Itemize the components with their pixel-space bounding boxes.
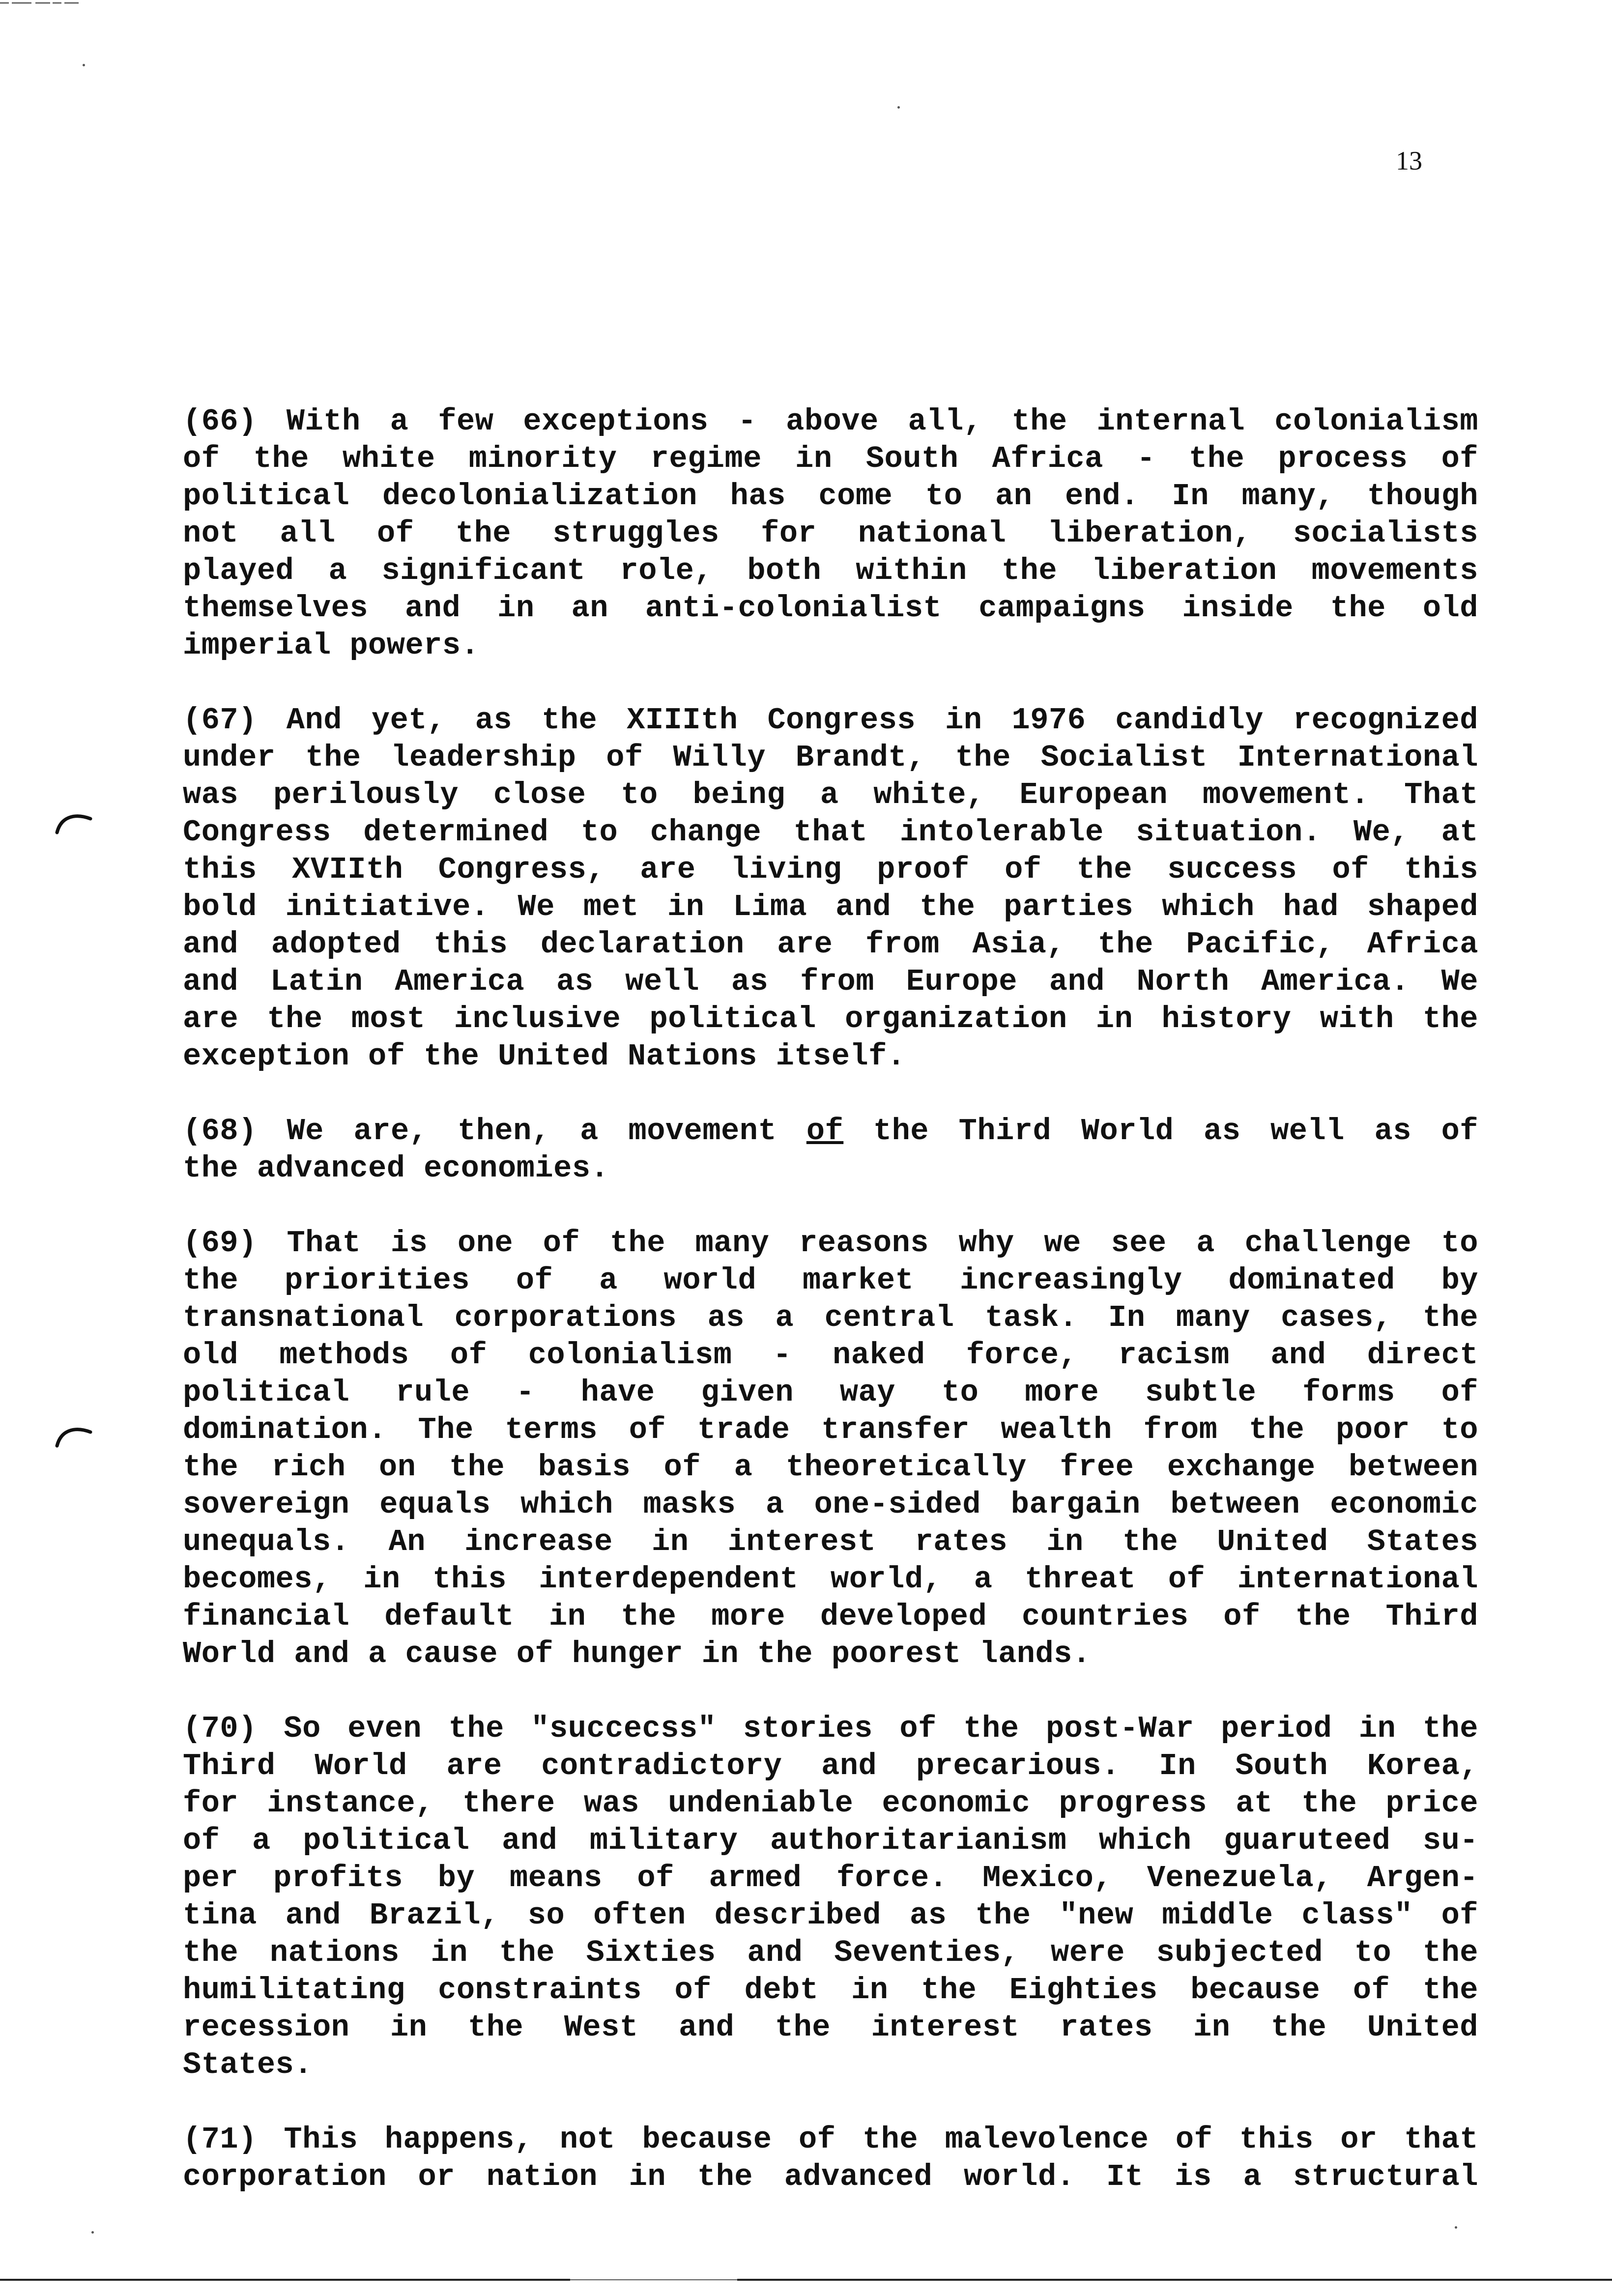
- text-line: corporation or nation in the advanced world. It is a structural: [183, 2159, 1478, 2194]
- text-line: recession in the West and the interest rates in the United: [183, 2010, 1478, 2045]
- text-line: (70) So even the "succecss" stories of the post-War period in the: [183, 1711, 1478, 1746]
- paragraph-70: [183, 1710, 1478, 2084]
- text-line: Third World are contradictory and precarious. In South Korea,: [183, 1749, 1478, 1783]
- text-line: the nations in the Sixties and Seventies, were subjected to the: [183, 1935, 1478, 1970]
- text-line: not all of the struggles for national liberation, socialists: [183, 516, 1478, 551]
- text-line: for instance, there was undeniable economic progress at the price: [183, 1786, 1478, 1821]
- text-line: humilitating constraints of debt in the Eighties because of the: [183, 1973, 1478, 2008]
- paragraph-69: [183, 1225, 1478, 1673]
- paragraph-71: [183, 2121, 1478, 2196]
- text-line: exception of the United Nations itself.: [183, 1039, 906, 1074]
- text-line: (69) That is one of the many reasons why we see a challenge to: [183, 1226, 1478, 1261]
- text-line: Congress determined to change that intolerable situation. We, at: [183, 815, 1478, 850]
- text-line: was perilously close to being a white, European movement. That: [183, 777, 1478, 812]
- page-number: 13: [1396, 146, 1422, 175]
- text-line: old methods of colonialism - naked force, racism and direct: [183, 1338, 1478, 1373]
- text-line: played a significant role, both within the liberation movements: [183, 553, 1478, 588]
- text-line: the advanced economies.: [183, 1151, 609, 1186]
- text-line: imperial powers.: [183, 628, 480, 663]
- text-line: and Latin America as well as from Europe and North America. We: [183, 964, 1478, 999]
- text-line: per profits by means of armed force. Mexico, Venezuela, Argen-: [183, 1861, 1478, 1895]
- text-line: of the white minority regime in South Africa - the process of: [183, 441, 1478, 476]
- paragraph-67: [183, 702, 1478, 1075]
- paragraph-68: [183, 1113, 1478, 1187]
- text-line: political rule - have given way to more subtle forms of: [183, 1375, 1478, 1410]
- scan-speck: [91, 2231, 94, 2234]
- paragraph-66: [183, 403, 1478, 664]
- text-line: (71) This happens, not because of the malevolence of this or that: [183, 2122, 1478, 2157]
- text-line: (67) And yet, as the XIIIth Congress in 1976 candidly recognized: [183, 703, 1478, 738]
- punch-hole-mark-lower: [54, 1419, 93, 1449]
- text-line: under the leadership of Willy Brandt, the Socialist International: [183, 740, 1478, 775]
- text-line: World and a cause of hunger in the poorest lands.: [183, 1636, 1091, 1671]
- text-line: States.: [183, 2047, 313, 2082]
- text-line: this XVIIth Congress, are living proof of the success of this: [183, 852, 1478, 887]
- text-line: the rich on the basis of a theoretically free exchange between: [183, 1450, 1478, 1485]
- text-line: sovereign equals which masks a one-sided bargain between economic: [183, 1487, 1478, 1522]
- scan-speck: [897, 106, 900, 109]
- text-line-with-underline: (68) We are, then, a movement of the Third World as well as of: [183, 1114, 1479, 1148]
- punch-hole-mark-upper: [54, 806, 93, 835]
- text-line: domination. The terms of trade transfer wealth from the poor to: [183, 1412, 1478, 1447]
- text-line: transnational corporations as a central task. In many cases, the: [183, 1300, 1478, 1335]
- text-line: the priorities of a world market increasingly dominated by: [183, 1263, 1478, 1298]
- text-line: bold initiative. We met in Lima and the parties which had shaped: [183, 890, 1478, 924]
- text-line: unequals. An increase in interest rates in the United States: [183, 1524, 1478, 1559]
- text-line: financial default in the more developed countries of the Third: [183, 1599, 1478, 1634]
- text-line: and adopted this declaration are from Asia, the Pacific, Africa: [183, 927, 1478, 962]
- document-body: [183, 403, 1478, 2233]
- text-line: (66) With a few exceptions - above all, the internal colonialism: [183, 404, 1478, 439]
- text-line: of a political and military authoritarianism which guaruteed su-: [183, 1823, 1478, 1858]
- bottom-rule: [0, 2278, 1612, 2281]
- scan-speck: [83, 64, 85, 66]
- scan-artifact-top-left: [0, 0, 108, 5]
- text-line: are the most inclusive political organization in history with the: [183, 1002, 1478, 1036]
- text-line: becomes, in this interdependent world, a threat of international: [183, 1562, 1478, 1597]
- text-line: themselves and in an anti-colonialist campaigns inside the old: [183, 591, 1478, 626]
- underlined-word: of: [806, 1114, 844, 1148]
- text-line: political decolonialization has come to an end. In many, though: [183, 479, 1478, 514]
- text-line: tina and Brazil, so often described as the "new middle class" of: [183, 1898, 1478, 1933]
